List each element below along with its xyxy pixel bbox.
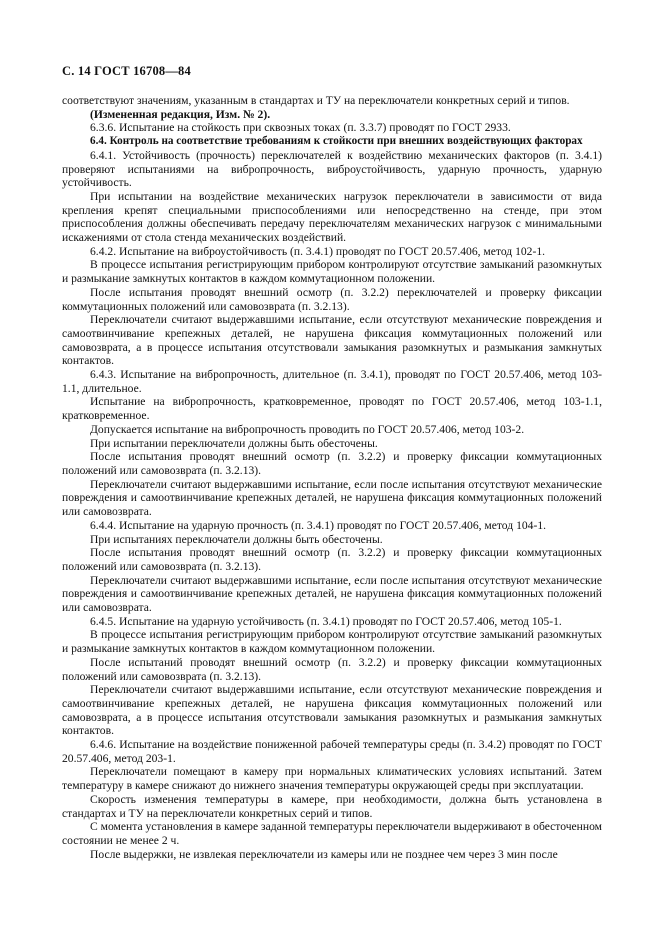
paragraph: С момента установления в камере заданной температуры переключатели выдерживают в обесточенном состоянии не менее 2 ч. [62, 820, 602, 847]
paragraph: После испытания проводят внешний осмотр (п. 3.2.2) и проверку фиксации коммутационных положений или самовозврата (п. 3.2.13). [62, 546, 602, 573]
paragraph: 6.4.2. Испытание на виброустойчивость (п. 3.4.1) проводят по ГОСТ 20.57.406, метод 102-1. [90, 244, 546, 258]
paragraph: После испытания проводят внешний осмотр (п. 3.2.2) и проверку фиксации коммутационных положений или самовозврата (п. 3.2.13). [62, 450, 602, 477]
paragraph: Переключатели считают выдержавшими испытание, если после испытания отсутствуют механические повреждения и самоотвинчивание крепежных деталей, не нарушена фиксация коммутационных положений или самовозврата. [62, 477, 602, 519]
paragraph: Допускается испытание на вибропрочность проводить по ГОСТ 20.57.406, метод 103-2. [90, 422, 525, 436]
paragraph: 6.4.6. Испытание на воздействие пониженной рабочей температуры среды (п. 3.4.2) проводят по ГОСТ 20.57.406, метод 203-1. [62, 738, 602, 765]
paragraph: При испытании на воздействие механических нагрузок переключатели в зависимости от вида крепления крепят специальными приспособлениями или непосредственно на стенде, при этом приспособления должны обеспечивать передачу переключателям механических нагрузок с минимальными искажениями от стола стенда механических воздействий. [62, 189, 602, 245]
paragraph: После выдержки, не извлекая переключатели из камеры или не позднее чем через 3 мин после [90, 847, 558, 861]
page-header: С. 14 ГОСТ 16708—84 [62, 64, 191, 78]
paragraph: 6.4.4. Испытание на ударную прочность (п. 3.4.1) проводят по ГОСТ 20.57.406, метод 104-1. [90, 518, 547, 532]
amendment-note: (Измененная редакция, Изм. № 2). [90, 107, 271, 121]
paragraph: В процессе испытания регистрирующим прибором контролируют отсутствие замыканий разомкнутых и размыкание замкнутых контактов в каждом коммутационном положении. [62, 258, 602, 286]
paragraph: Переключатели помещают в камеру при нормальных климатических условиях испытаний. Затем температуру в камере снижают до нижнего значения температуры окружающей среды при эксплуатации. [62, 765, 602, 793]
paragraph: 6.4.1. Устойчивость (прочность) переключателей к воздействию механических факторов (п. 3.4.1) проверяют испытаниями на вибропрочность, виброустойчивость, ударную прочность, ударную устойчивость. [62, 148, 602, 190]
paragraph: Переключатели считают выдержавшими испытание, если отсутствуют механические повреждения и самоотвинчивание крепежных деталей, не нарушена фиксация коммутационных положений или самовозврата, а в процессе испытания отсутствовали замыкания разомкнутых и размыкания замкнутых контактов. [62, 313, 602, 368]
paragraph: Переключатели считают выдержавшими испытание, если после испытания отсутствуют механические повреждения и самоотвинчивание крепежных деталей, не нарушена фиксация коммутационных положений или самовозврата. [62, 573, 602, 615]
section-heading: 6.4. Контроль на соответствие требованиям к стойкости при внешних воздействующих факторах [90, 135, 583, 148]
paragraph: В процессе испытания регистрирующим прибором контролируют отсутствие замыканий разомкнутых и размыкание замкнутых контактов в каждом коммутационном положении. [62, 628, 602, 656]
paragraph: Переключатели считают выдержавшими испытание, если отсутствуют механические повреждения и самоотвинчивание крепежных деталей, не нарушена фиксация коммутационных положений или самовозврата, а в процессе испытания отсутствовали замыкания разомкнутых и размыкания замкнутых контактов. [62, 683, 602, 738]
paragraph: При испытаниях переключатели должны быть обесточены. [90, 532, 383, 546]
paragraph: 6.4.5. Испытание на ударную устойчивость (п. 3.4.1) проводят по ГОСТ 20.57.406, метод 105-1. [90, 614, 562, 628]
paragraph: 6.4.3. Испытание на вибропрочность, длительное (п. 3.4.1), проводят по ГОСТ 20.57.406, метод 103-1.1, длительное. [62, 368, 602, 395]
paragraph: После испытаний проводят внешний осмотр (п. 3.2.2) и проверку фиксации коммутационных положений или самовозврата (п. 3.2.13). [62, 655, 602, 683]
paragraph: Скорость изменения температуры в камере, при необходимости, должна быть установлена в стандартах и ТУ на переключатели конкретных серий и типов. [62, 792, 602, 820]
paragraph: Испытание на вибропрочность, кратковременное, проводят по ГОСТ 20.57.406, метод 103-1.1, кратковременное. [62, 395, 602, 423]
paragraph: После испытания проводят внешний осмотр (п. 3.2.2) переключателей и проверку фиксации коммутационных положений или самовозврата (п. 3.2.13). [62, 285, 602, 313]
page-body [62, 94, 602, 861]
paragraph: соответствуют значениям, указанным в стандартах и ТУ на переключатели конкретных серий и типов. [62, 94, 570, 107]
paragraph: 6.3.6. Испытание на стойкость при сквозных токах (п. 3.3.7) проводят по ГОСТ 2933. [90, 121, 511, 135]
paragraph: При испытании переключатели должны быть обесточены. [90, 436, 378, 450]
